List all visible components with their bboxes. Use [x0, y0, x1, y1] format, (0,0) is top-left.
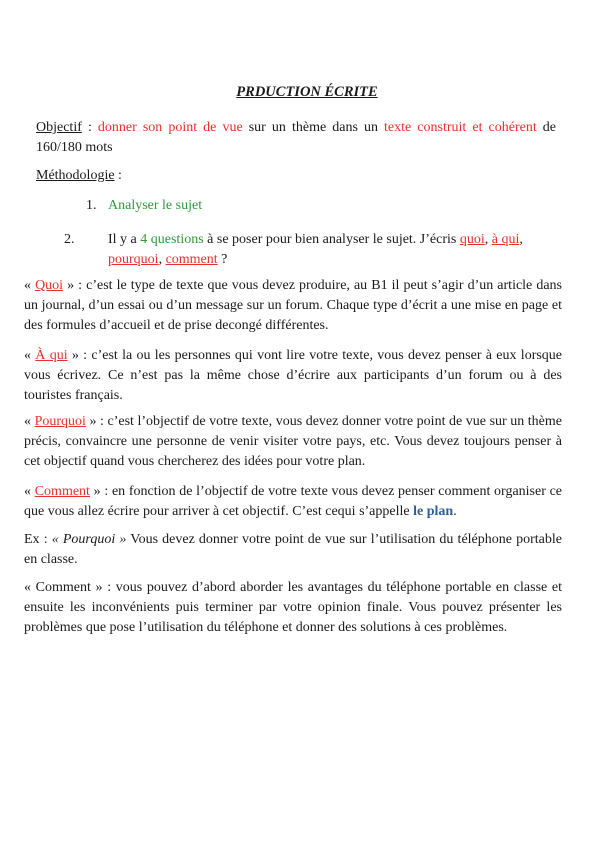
final-paragraph: [24, 578, 562, 638]
comma: ,: [484, 232, 492, 247]
list-item-2-end: ?: [217, 252, 228, 267]
objectif-label: Objectif: [36, 120, 82, 135]
list-number-1: 1.: [86, 198, 97, 213]
pourquoi-key: Pourquoi: [34, 414, 86, 429]
quote-close: » :: [67, 348, 92, 363]
quote-close: » :: [89, 484, 112, 499]
example-paragraph: [24, 530, 562, 570]
comment-end: .: [453, 504, 457, 519]
quote-close: » :: [63, 278, 87, 293]
quoi-key: Quoi: [35, 278, 64, 293]
objectif-paragraph: [36, 118, 556, 158]
question-a-qui: à qui: [491, 232, 520, 247]
example-pourquoi: « Pourquoi »: [51, 532, 127, 547]
comment-paragraph: [24, 482, 562, 522]
title-text: PRDUCTION ÉCRITE: [236, 84, 378, 100]
example-label: Ex :: [24, 532, 52, 547]
quote-open: «: [24, 484, 35, 499]
list-number-2: 2.: [64, 232, 75, 247]
quote-open: «: [24, 348, 36, 363]
list-item-2-text-a: Il y a: [108, 232, 141, 247]
quote-close: » :: [85, 414, 108, 429]
question-quoi: quoi: [459, 232, 485, 247]
methodologie-sep: :: [114, 168, 122, 183]
example-text: Vous devez donner votre point de vue sur l’utilisation du téléphone portable en classe.: [24, 532, 562, 567]
quoi-paragraph: [24, 276, 562, 336]
objectif-goal: donner son point de vue: [97, 120, 243, 135]
comment-key: Comment: [34, 484, 90, 499]
quote-open: «: [24, 414, 35, 429]
methodologie-heading: [36, 166, 556, 186]
question-pourquoi: pourquoi: [108, 252, 159, 267]
comma: ,: [519, 232, 523, 247]
four-questions: 4 questions: [140, 232, 204, 247]
objectif-criteria: texte construit et cohérent: [384, 120, 537, 135]
plan-highlight: le plan: [413, 504, 454, 519]
list-item-1: [86, 196, 566, 216]
methodologie-label: Méthodologie: [36, 168, 115, 183]
page-title: [0, 84, 600, 101]
objectif-text-2: de 160/180 mots: [36, 120, 556, 155]
question-comment: comment: [165, 252, 218, 267]
list-item-2-text-c: à se poser pour bien analyser le sujet. J’écris: [203, 232, 460, 247]
pourquoi-paragraph: [24, 412, 562, 472]
objectif-text-1: sur un thème dans un: [242, 120, 385, 135]
aqui-text: c’est la ou les personnes qui vont lire votre texte, vous devez penser à eux lorsque vous écrivez. Ce n’est pas la même chose d’écrire aux participants d’un forum ou à des touristes français.: [24, 348, 563, 403]
comment-text: en fonction de l’objectif de votre texte vous devez penser comment organiser ce que vous allez écrire pour arriver à cet objectif. C’est cequi s’appelle: [24, 484, 563, 519]
pourquoi-text: c’est l’objectif de votre texte, vous devez donner votre point de vue sur un thème précis, convaincre une personne de venir visiter votre pays, etc. Vous devez toujours penser à cet objectif quand vous chercherez des idées pour votre plan.: [24, 414, 563, 469]
list-item-1-text: Analyser le sujet: [108, 198, 203, 213]
list-item-2: [64, 230, 574, 270]
aqui-key: À qui: [35, 348, 68, 363]
quote-open: «: [24, 278, 36, 293]
aqui-paragraph: [24, 346, 562, 406]
final-text: « Comment » : vous pouvez d’abord aborder les avantages du téléphone portable en classe et ensuite les inconvénients puis terminer par votre opinion finale. Vous pouvez présenter les problèmes que pose l’utilisation du téléphone et donner des solutions à ces problèmes.: [24, 580, 562, 635]
comma: ,: [158, 252, 166, 267]
objectif-sep: :: [81, 120, 98, 135]
quoi-text: c’est le type de texte que vous devez produire, au B1 il peut s’agir d’un article dans un journal, d’un essai ou d’un message sur un forum. Chaque type d’écrit a une mise en page et des formules d’accueil et de prise decongé différentes.: [24, 278, 562, 333]
